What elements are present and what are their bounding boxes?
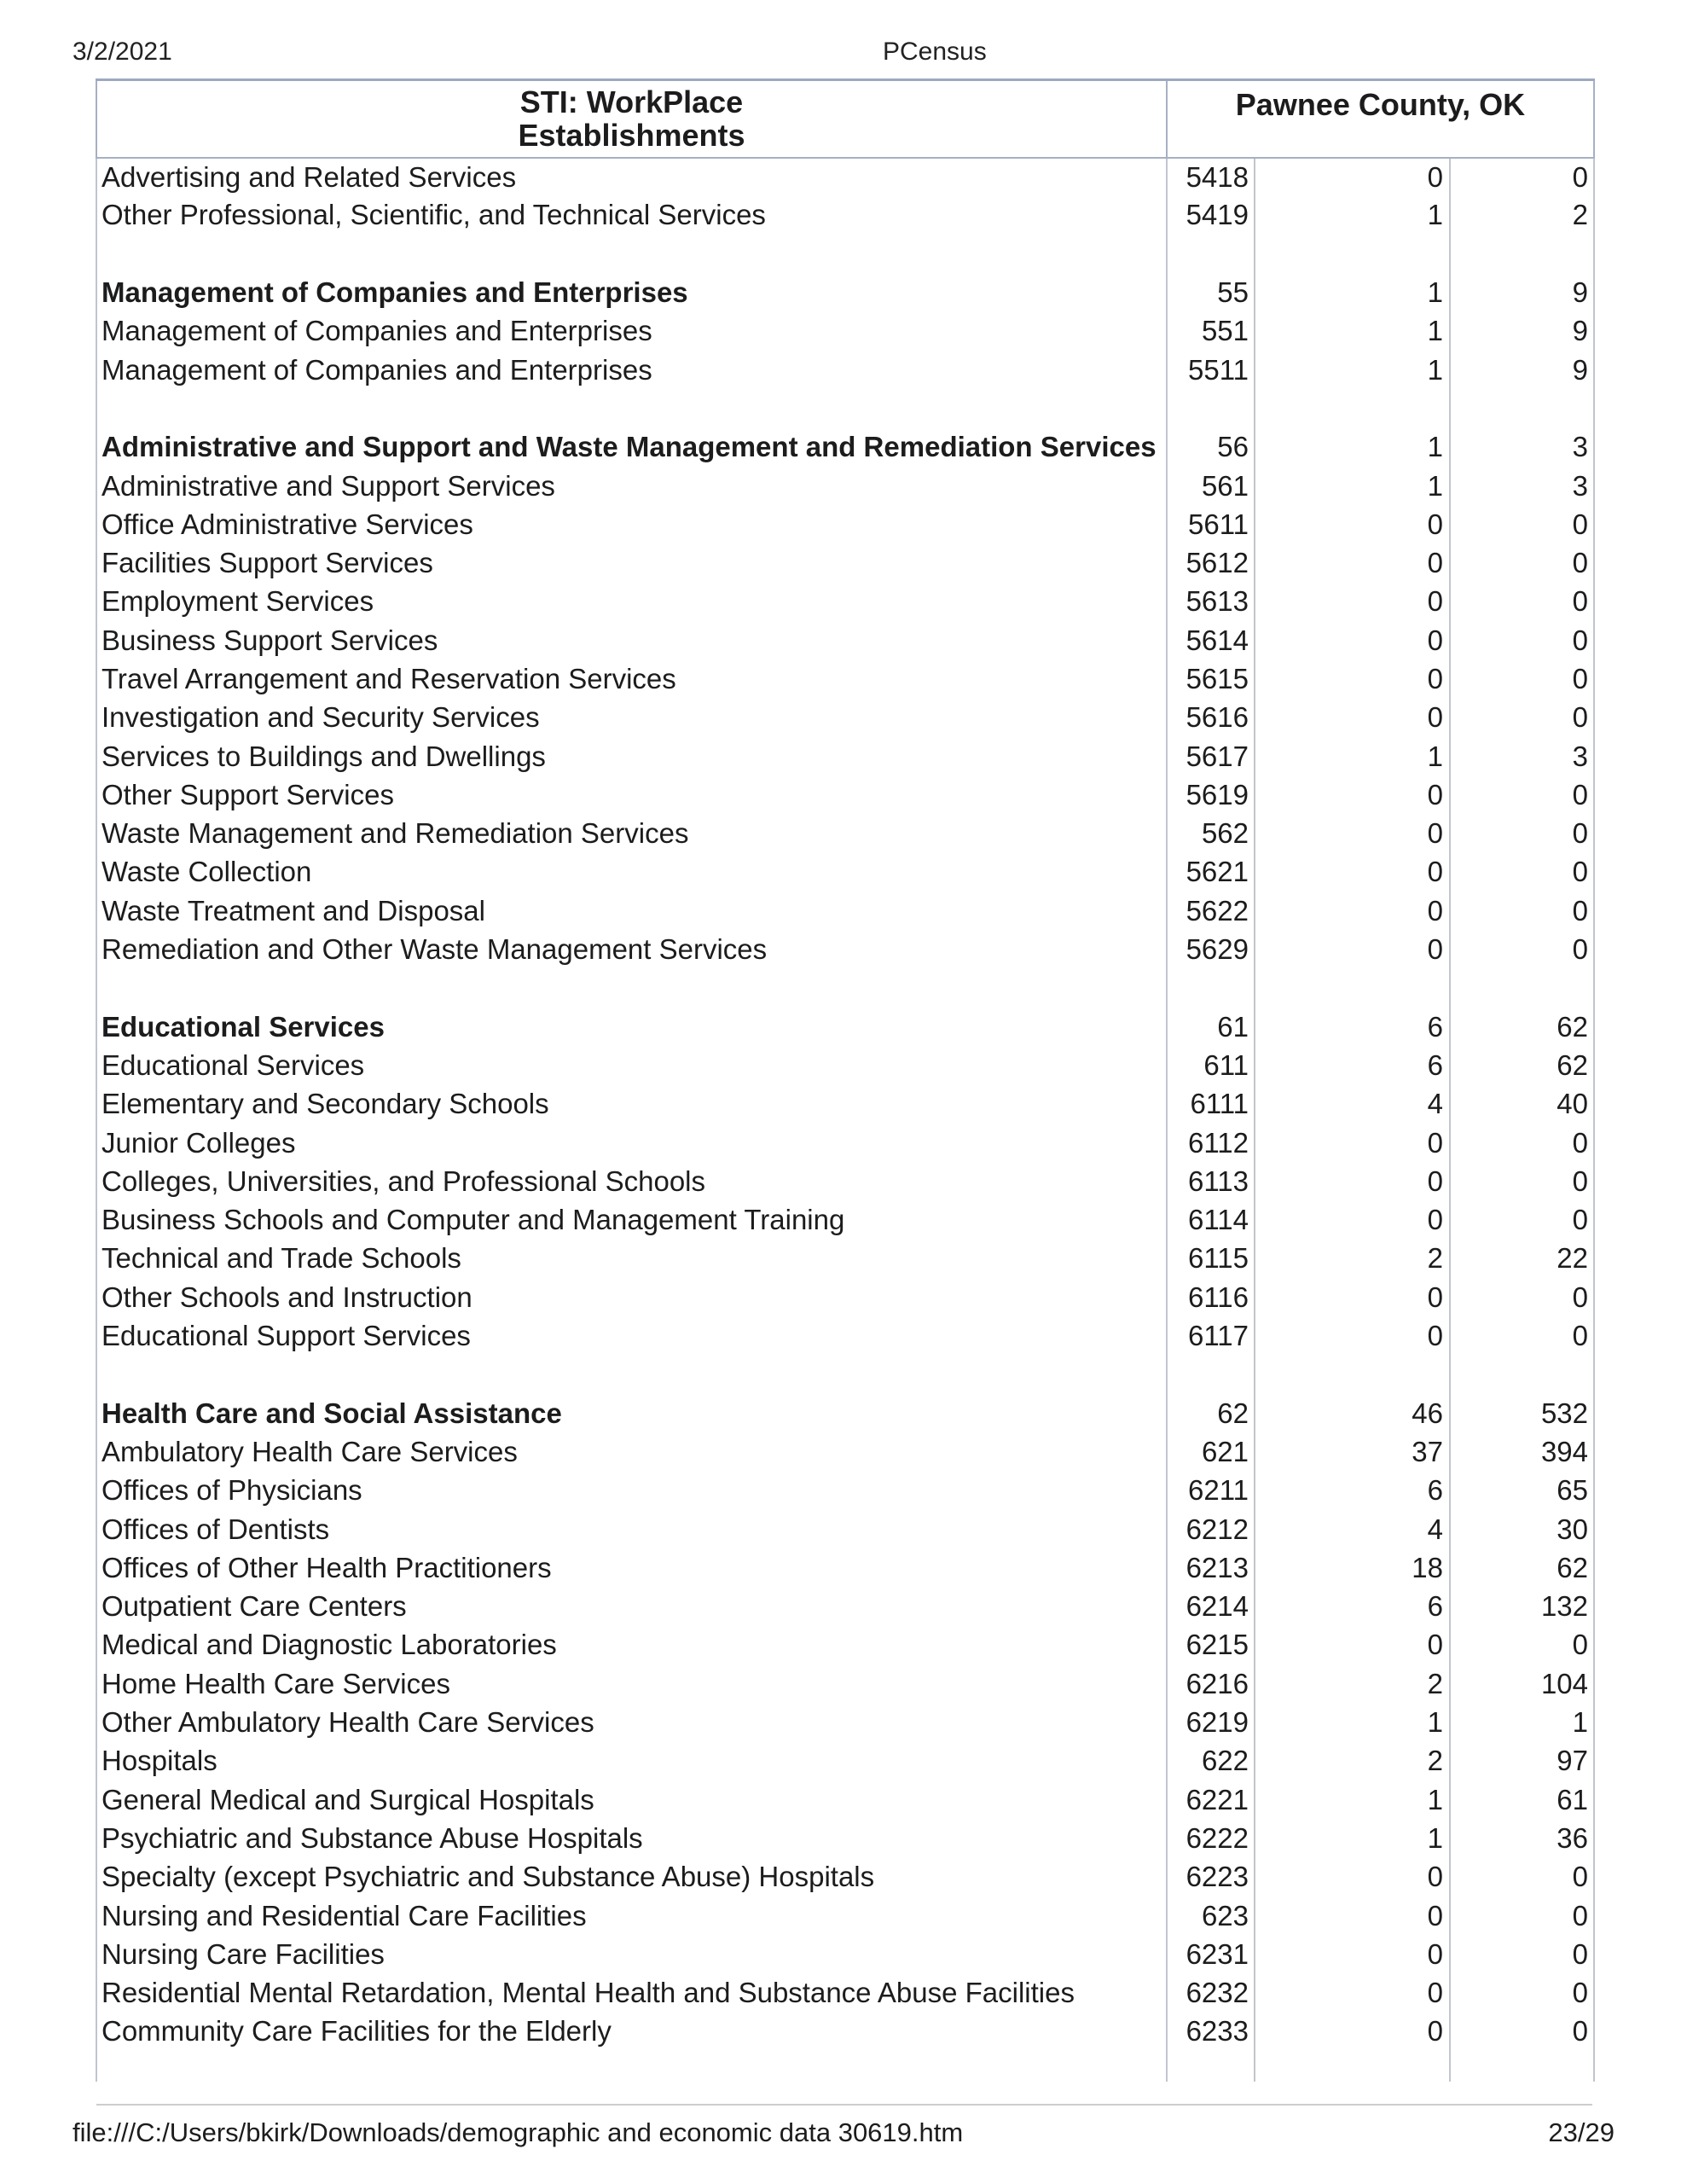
value-col2: 1 [1450,1703,1594,1741]
spacer-cell [1255,235,1450,273]
table-row [96,273,1594,311]
value-col1: 6 [1255,1008,1450,1046]
industry-name: Travel Arrangement and Reservation Services [96,659,1167,698]
industry-name: Home Health Care Services [96,1664,1167,1703]
table-row [96,1394,1594,1432]
value-col2: 0 [1450,1201,1594,1240]
naics-code: 621 [1167,1432,1255,1471]
industry-name: Management of Companies and Enterprises [96,312,1167,351]
naics-code: 5611 [1167,505,1255,543]
naics-code: 562 [1167,815,1255,853]
naics-code: 5418 [1167,158,1255,196]
value-col1: 1 [1255,351,1450,389]
table-header-row [96,80,1594,158]
value-col1: 46 [1255,1394,1450,1432]
spacer-cell [1167,969,1255,1008]
region-header: Pawnee County, OK [1167,80,1594,158]
table-row [96,583,1594,621]
table-row [96,1316,1594,1355]
spacer-cell [1255,969,1450,1008]
naics-code: 6115 [1167,1240,1255,1278]
industry-name: Waste Treatment and Disposal [96,892,1167,930]
value-col2: 0 [1450,1316,1594,1355]
value-col2: 9 [1450,351,1594,389]
naics-code: 56 [1167,428,1255,467]
value-col1: 4 [1255,1085,1450,1124]
value-col2: 61 [1450,1780,1594,1819]
naics-code: 6219 [1167,1703,1255,1741]
industry-name: Colleges, Universities, and Professional Schools [96,1162,1167,1200]
industry-name: Offices of Other Health Practitioners [96,1548,1167,1587]
industry-name: Educational Services [96,1046,1167,1084]
industry-name: Elementary and Secondary Schools [96,1085,1167,1124]
value-col1: 1 [1255,428,1450,467]
industry-name: Offices of Dentists [96,1510,1167,1548]
value-col2: 3 [1450,428,1594,467]
naics-code: 623 [1167,1896,1255,1935]
value-col2: 394 [1450,1432,1594,1471]
naics-code: 6112 [1167,1124,1255,1162]
industry-name: Hospitals [96,1742,1167,1780]
table-row [96,775,1594,814]
naics-code: 6232 [1167,1973,1255,2012]
naics-code: 5511 [1167,351,1255,389]
table-row [96,1240,1594,1278]
value-col2: 9 [1450,273,1594,311]
table-row [96,505,1594,543]
value-col1: 0 [1255,930,1450,968]
industry-name: Residential Mental Retardation, Mental Health and Substance Abuse Facilities [96,1973,1167,2012]
value-col1: 0 [1255,1316,1450,1355]
industry-name: Community Care Facilities for the Elderly [96,2013,1167,2051]
industry-name: Waste Collection [96,853,1167,892]
value-col1: 0 [1255,1896,1450,1935]
spacer-cell [1450,1356,1594,1394]
value-col1: 6 [1255,1587,1450,1625]
value-col2: 3 [1450,737,1594,775]
value-col1: 1 [1255,1780,1450,1819]
industry-name: Waste Management and Remediation Services [96,815,1167,853]
value-col1: 2 [1255,1664,1450,1703]
value-col2: 3 [1450,467,1594,505]
naics-code: 6114 [1167,1201,1255,1240]
value-col2: 0 [1450,621,1594,659]
table-row [96,1008,1594,1046]
naics-code: 6213 [1167,1548,1255,1587]
value-col1: 0 [1255,505,1450,543]
naics-code: 55 [1167,273,1255,311]
naics-code: 5622 [1167,892,1255,930]
industry-name: Junior Colleges [96,1124,1167,1162]
table-title-line2: Establishments [518,118,745,153]
value-col2: 0 [1450,892,1594,930]
value-col2: 2 [1450,196,1594,235]
spacer-cell [1450,389,1594,427]
table-body [96,158,1594,2082]
table-row [96,1124,1594,1162]
table-row [96,351,1594,389]
table-row [96,1587,1594,1625]
industry-name: Educational Support Services [96,1316,1167,1355]
value-col1: 6 [1255,1046,1450,1084]
industry-name: Services to Buildings and Dwellings [96,737,1167,775]
value-col1: 0 [1255,1278,1450,1316]
value-col1: 1 [1255,1819,1450,1857]
value-col2: 36 [1450,1819,1594,1857]
table-title [96,80,1167,158]
value-col1: 0 [1255,775,1450,814]
table-row [96,1819,1594,1857]
table-row [96,815,1594,853]
value-col2: 62 [1450,1548,1594,1587]
industry-name: Other Schools and Instruction [96,1278,1167,1316]
value-col2: 0 [1450,1935,1594,1973]
naics-code: 6113 [1167,1162,1255,1200]
industry-name: Management of Companies and Enterprises [96,273,1167,311]
table-row [96,1935,1594,1973]
naics-code: 6215 [1167,1626,1255,1664]
value-col1: 0 [1255,1201,1450,1240]
naics-code: 6233 [1167,2013,1255,2051]
spacer-row [96,2051,1594,2082]
value-col2: 0 [1450,853,1594,892]
value-col1: 0 [1255,1973,1450,2012]
industry-name: Psychiatric and Substance Abuse Hospitals [96,1819,1167,1857]
spacer-cell [1167,235,1255,273]
industry-name: Investigation and Security Services [96,699,1167,737]
industry-name: Medical and Diagnostic Laboratories [96,1626,1167,1664]
table-row [96,1278,1594,1316]
value-col2: 30 [1450,1510,1594,1548]
table-row [96,1162,1594,1200]
value-col1: 2 [1255,1742,1450,1780]
value-col1: 0 [1255,621,1450,659]
value-col1: 0 [1255,158,1450,196]
table-row [96,1742,1594,1780]
value-col1: 0 [1255,659,1450,698]
value-col2: 0 [1450,930,1594,968]
value-col2: 65 [1450,1472,1594,1510]
table-row [96,1085,1594,1124]
naics-code: 61 [1167,1008,1255,1046]
footer-url: file:///C:/Users/bkirk/Downloads/demographic and economic data 30619.htm [72,2117,964,2147]
industry-name: Other Professional, Scientific, and Technical Services [96,196,1167,235]
naics-code: 5619 [1167,775,1255,814]
naics-code: 5615 [1167,659,1255,698]
table-row [96,428,1594,467]
spacer-cell [1450,235,1594,273]
naics-code: 6223 [1167,1858,1255,1896]
spacer-cell [96,969,1167,1008]
value-col1: 0 [1255,2013,1450,2051]
table-row [96,1046,1594,1084]
value-col2: 0 [1450,158,1594,196]
naics-code: 611 [1167,1046,1255,1084]
value-col1: 2 [1255,1240,1450,1278]
naics-code: 6216 [1167,1664,1255,1703]
table-row [96,737,1594,775]
value-col2: 0 [1450,775,1594,814]
industry-name: Outpatient Care Centers [96,1587,1167,1625]
naics-code: 5629 [1167,930,1255,968]
industry-name: Management of Companies and Enterprises [96,351,1167,389]
value-col2: 0 [1450,699,1594,737]
naics-code: 6231 [1167,1935,1255,1973]
value-col2: 0 [1450,1162,1594,1200]
value-col1: 0 [1255,699,1450,737]
industry-name: Educational Services [96,1008,1167,1046]
industry-name: Administrative and Support and Waste Management and Remediation Services [96,428,1167,467]
naics-code: 6117 [1167,1316,1255,1355]
value-col2: 0 [1450,543,1594,582]
spacer-row [96,969,1594,1008]
table-row [96,196,1594,235]
spacer-cell [1167,1356,1255,1394]
report-table [96,78,1595,2082]
value-col1: 0 [1255,583,1450,621]
value-col2: 0 [1450,659,1594,698]
value-col1: 18 [1255,1548,1450,1587]
industry-name: Office Administrative Services [96,505,1167,543]
spacer-row [96,235,1594,273]
value-col2: 0 [1450,505,1594,543]
spacer-cell [1167,2051,1255,2082]
naics-code: 5616 [1167,699,1255,737]
naics-code: 561 [1167,467,1255,505]
value-col1: 0 [1255,1858,1450,1896]
table-row [96,621,1594,659]
naics-code: 6212 [1167,1510,1255,1548]
table-title-line1: STI: WorkPlace [519,84,744,119]
value-col2: 0 [1450,2013,1594,2051]
naics-code: 6111 [1167,1085,1255,1124]
naics-code: 5612 [1167,543,1255,582]
table-row [96,158,1594,196]
value-col1: 0 [1255,892,1450,930]
naics-code: 6116 [1167,1278,1255,1316]
value-col2: 0 [1450,815,1594,853]
spacer-cell [96,235,1167,273]
table-row [96,1664,1594,1703]
table-row [96,699,1594,737]
naics-code: 5419 [1167,196,1255,235]
naics-code: 6211 [1167,1472,1255,1510]
value-col2: 40 [1450,1085,1594,1124]
spacer-cell [96,389,1167,427]
table-row [96,1201,1594,1240]
footer-divider [96,2104,1592,2106]
value-col1: 1 [1255,737,1450,775]
industry-name: Offices of Physicians [96,1472,1167,1510]
industry-name: Business Schools and Computer and Management Training [96,1201,1167,1240]
value-col1: 0 [1255,853,1450,892]
industry-name: Employment Services [96,583,1167,621]
industry-name: Business Support Services [96,621,1167,659]
footer-page-number: 23/29 [1548,2117,1615,2147]
value-col1: 0 [1255,543,1450,582]
table-row [96,659,1594,698]
naics-code: 5621 [1167,853,1255,892]
table-row [96,892,1594,930]
table-row [96,930,1594,968]
value-col1: 37 [1255,1432,1450,1471]
value-col1: 0 [1255,1124,1450,1162]
naics-code: 622 [1167,1742,1255,1780]
spacer-cell [1255,2051,1450,2082]
table-row [96,1432,1594,1471]
value-col1: 1 [1255,1703,1450,1741]
table-row [96,1780,1594,1819]
value-col2: 0 [1450,1626,1594,1664]
table-row [96,312,1594,351]
table-row [96,1703,1594,1741]
spacer-row [96,1356,1594,1394]
value-col1: 1 [1255,196,1450,235]
value-col1: 0 [1255,1935,1450,1973]
spacer-cell [1450,969,1594,1008]
industry-name: Other Support Services [96,775,1167,814]
industry-name: Facilities Support Services [96,543,1167,582]
table-row [96,1858,1594,1896]
value-col2: 97 [1450,1742,1594,1780]
spacer-row [96,389,1594,427]
table-row [96,2013,1594,2051]
industry-name: Health Care and Social Assistance [96,1394,1167,1432]
spacer-cell [96,1356,1167,1394]
naics-code: 5617 [1167,737,1255,775]
value-col2: 0 [1450,1973,1594,2012]
value-col2: 9 [1450,312,1594,351]
value-col2: 0 [1450,1124,1594,1162]
table-row [96,1896,1594,1935]
industry-name: Ambulatory Health Care Services [96,1432,1167,1471]
value-col1: 1 [1255,467,1450,505]
industry-name: Other Ambulatory Health Care Services [96,1703,1167,1741]
table-row [96,1626,1594,1664]
spacer-cell [96,2051,1167,2082]
value-col2: 104 [1450,1664,1594,1703]
spacer-cell [1450,2051,1594,2082]
value-col1: 0 [1255,815,1450,853]
naics-code: 551 [1167,312,1255,351]
table-row [96,853,1594,892]
industry-name: Technical and Trade Schools [96,1240,1167,1278]
naics-code: 6221 [1167,1780,1255,1819]
value-col2: 0 [1450,1858,1594,1896]
spacer-cell [1255,1356,1450,1394]
value-col1: 6 [1255,1472,1450,1510]
value-col2: 0 [1450,1278,1594,1316]
naics-code: 5614 [1167,621,1255,659]
naics-code: 6214 [1167,1587,1255,1625]
industry-name: Remediation and Other Waste Management Services [96,930,1167,968]
naics-code: 6222 [1167,1819,1255,1857]
naics-code: 5613 [1167,583,1255,621]
naics-code: 62 [1167,1394,1255,1432]
table-row [96,1510,1594,1548]
value-col1: 1 [1255,273,1450,311]
industry-name: Nursing and Residential Care Facilities [96,1896,1167,1935]
industry-name: Administrative and Support Services [96,467,1167,505]
value-col2: 0 [1450,583,1594,621]
value-col2: 532 [1450,1394,1594,1432]
value-col1: 4 [1255,1510,1450,1548]
spacer-cell [1167,389,1255,427]
table-row [96,1548,1594,1587]
value-col1: 0 [1255,1626,1450,1664]
table-row [96,1973,1594,2012]
industry-name: Advertising and Related Services [96,158,1167,196]
value-col1: 1 [1255,312,1450,351]
value-col2: 0 [1450,1896,1594,1935]
spacer-cell [1255,389,1450,427]
value-col2: 22 [1450,1240,1594,1278]
table-row [96,1472,1594,1510]
print-date: 3/2/2021 [72,38,172,66]
industry-name: General Medical and Surgical Hospitals [96,1780,1167,1819]
value-col2: 62 [1450,1008,1594,1046]
value-col2: 62 [1450,1046,1594,1084]
value-col1: 0 [1255,1162,1450,1200]
print-title: PCensus [883,38,987,66]
industry-name: Specialty (except Psychiatric and Substance Abuse) Hospitals [96,1858,1167,1896]
value-col2: 132 [1450,1587,1594,1625]
table-row [96,467,1594,505]
table-row [96,543,1594,582]
industry-name: Nursing Care Facilities [96,1935,1167,1973]
